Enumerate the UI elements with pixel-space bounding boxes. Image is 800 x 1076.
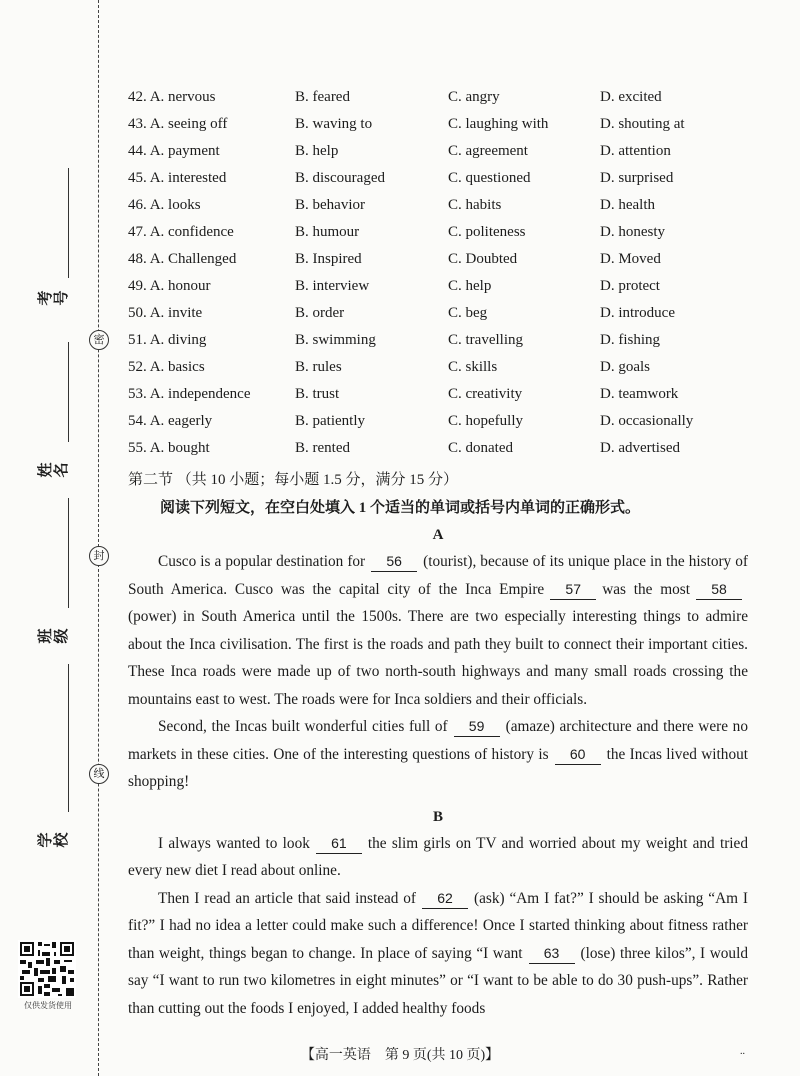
qr-caption: 仅供发货使用: [24, 1001, 72, 1010]
seal-feng: 封: [89, 546, 109, 566]
option-row: [128, 219, 748, 246]
passage-b-paragraph-1: I always wanted to look 61 the slim girls on TV and worried about my weight and tried every new diet I read about online.: [128, 834, 748, 879]
option-c: C. beg: [448, 305, 488, 321]
page-content: [128, 84, 748, 1022]
option-d: D. honesty: [600, 224, 665, 240]
option-b: B. help: [295, 143, 339, 159]
option-d: D. attention: [600, 143, 671, 159]
blank-58: 58: [696, 579, 742, 600]
school-label: 学校: [38, 832, 70, 848]
option-d: D. Moved: [600, 251, 661, 267]
name-label: 姓名: [38, 462, 70, 478]
option-row: [128, 435, 748, 462]
option-c: C. help: [448, 278, 492, 294]
option-c: C. Doubted: [448, 251, 518, 267]
option-b: B. order: [295, 305, 345, 321]
option-a: 42. A. nervous: [128, 89, 216, 105]
option-row: [128, 192, 748, 219]
option-d: D. protect: [600, 278, 660, 294]
option-c: C. travelling: [448, 332, 523, 348]
option-c: C. laughing with: [448, 116, 549, 132]
option-c: C. skills: [448, 359, 498, 375]
blank-62: 62: [422, 888, 468, 909]
option-b: B. feared: [295, 89, 350, 105]
option-row: [128, 381, 748, 408]
option-d: D. fishing: [600, 332, 660, 348]
option-a: 45. A. interested: [128, 170, 227, 186]
option-a: 44. A. payment: [128, 143, 220, 159]
blank-63: 63: [529, 943, 575, 964]
option-c: C. habits: [448, 197, 502, 213]
class-rule-upper: [68, 498, 69, 608]
option-a: 47. A. confidence: [128, 224, 234, 240]
option-b: B. waving to: [295, 116, 373, 132]
option-b: B. rules: [295, 359, 342, 375]
option-c: C. agreement: [448, 143, 528, 159]
school-rule-upper: [68, 664, 69, 812]
option-row: [128, 246, 748, 273]
option-d: D. occasionally: [600, 413, 694, 429]
footer-dots: ..: [740, 1046, 745, 1057]
option-c: C. hopefully: [448, 413, 523, 429]
cloze-options: [128, 84, 748, 462]
option-b: B. rented: [295, 440, 350, 456]
option-a: 53. A. independence: [128, 386, 251, 402]
option-c: C. donated: [448, 440, 513, 456]
option-a: 43. A. seeing off: [128, 116, 228, 132]
option-row: [128, 327, 748, 354]
blank-60: 60: [555, 744, 601, 765]
option-c: C. politeness: [448, 224, 526, 240]
passage-a-paragraph-1: Cusco is a popular destination for 56 (tourist), because of its unique place in the history of South America. Cusco was the capital city of the Inca Empire 57 was the most 58(power) in South America until the 1500s. There are two especially interesting things to admire about the Inca civilisation. The first is the roads and path they built to connect their important cities. These Inca roads were made up of two north-south highways and many small roads crossing the mountains east to west. The roads were for Inca soldiers and their officials.: [128, 553, 748, 708]
option-d: D. excited: [600, 89, 662, 105]
option-c: C. creativity: [448, 386, 523, 402]
binding-line: [98, 0, 99, 1076]
option-row: [128, 111, 748, 138]
exam-number-rule: [68, 168, 69, 278]
page-footer: 【高一英语 第 9 页(共 10 页)】: [300, 1048, 500, 1063]
option-d: D. teamwork: [600, 386, 679, 402]
option-b: B. humour: [295, 224, 360, 240]
passage-b-letter: B: [432, 808, 443, 825]
option-a: 49. A. honour: [128, 278, 211, 294]
option-b: B. patiently: [295, 413, 365, 429]
passage-a-letter: A: [432, 527, 444, 543]
seal-mi: 密: [89, 330, 109, 350]
option-b: B. Inspired: [295, 251, 362, 267]
option-row: [128, 165, 748, 192]
option-b: B. discouraged: [295, 170, 385, 186]
option-c: C. angry: [448, 89, 500, 105]
option-a: 54. A. eagerly: [128, 413, 213, 429]
passage-b-paragraph-2: Then I read an article that said instead of 62 (ask) “Am I fat?” I should be asking “Am I fit?” I had no idea a letter could make such a difference! Once I started thinking about fitness rather than weight, things began to change. In place of saying “I want 63 (lose) three kilos”, I would say “I want to run two kilometres in eight minutes” or “I want to be able to do 30 push-ups”. Rather than cutting out the foods I enjoyed, I added healthy foods: [128, 889, 748, 1017]
qr-code: [18, 940, 76, 998]
option-d: D. introduce: [600, 305, 675, 321]
option-row: [128, 408, 748, 435]
option-c: C. questioned: [448, 170, 531, 186]
option-row: [128, 273, 748, 300]
option-a: 52. A. basics: [128, 359, 205, 375]
blank-59: 59: [454, 716, 500, 737]
blank-57: 57: [550, 579, 596, 600]
option-row: [128, 138, 748, 165]
option-a: 51. A. diving: [128, 332, 207, 348]
option-d: D. surprised: [600, 170, 674, 186]
option-d: D. goals: [600, 359, 650, 375]
option-a: 50. A. invite: [128, 305, 203, 321]
option-a: 55. A. bought: [128, 440, 210, 456]
option-b: B. swimming: [295, 332, 376, 348]
name-rule-upper: [68, 342, 69, 442]
option-row: [128, 300, 748, 327]
option-b: B. behavior: [295, 197, 365, 213]
option-row: [128, 354, 748, 381]
option-a: 46. A. looks: [128, 197, 201, 213]
option-d: D. health: [600, 197, 655, 213]
option-row: [128, 84, 748, 111]
option-d: D. shouting at: [600, 116, 685, 132]
option-b: B. interview: [295, 278, 370, 294]
class-label: 班级: [38, 628, 70, 644]
blank-61: 61: [316, 833, 362, 854]
section-heading: 第二节 （共 10 小题；每小题 1.5 分，满分 15 分）: [128, 472, 459, 488]
option-d: D. advertised: [600, 440, 680, 456]
exam-number-label: 考号: [38, 290, 70, 306]
option-b: B. trust: [295, 386, 340, 402]
section-instruction: 阅读下列短文，在空白处填入 1 个适当的单词或括号内单词的正确形式。: [160, 500, 641, 516]
passage-a-paragraph-2: Second, the Incas built wonderful cities full of 59 (amaze) architecture and there were no markets in these cities. One of the interesting questions of history is 60 the Incas lived without shopping!: [128, 718, 749, 790]
seal-xian: 线: [89, 764, 109, 784]
option-a: 48. A. Challenged: [128, 251, 237, 267]
blank-56: 56: [371, 551, 417, 572]
